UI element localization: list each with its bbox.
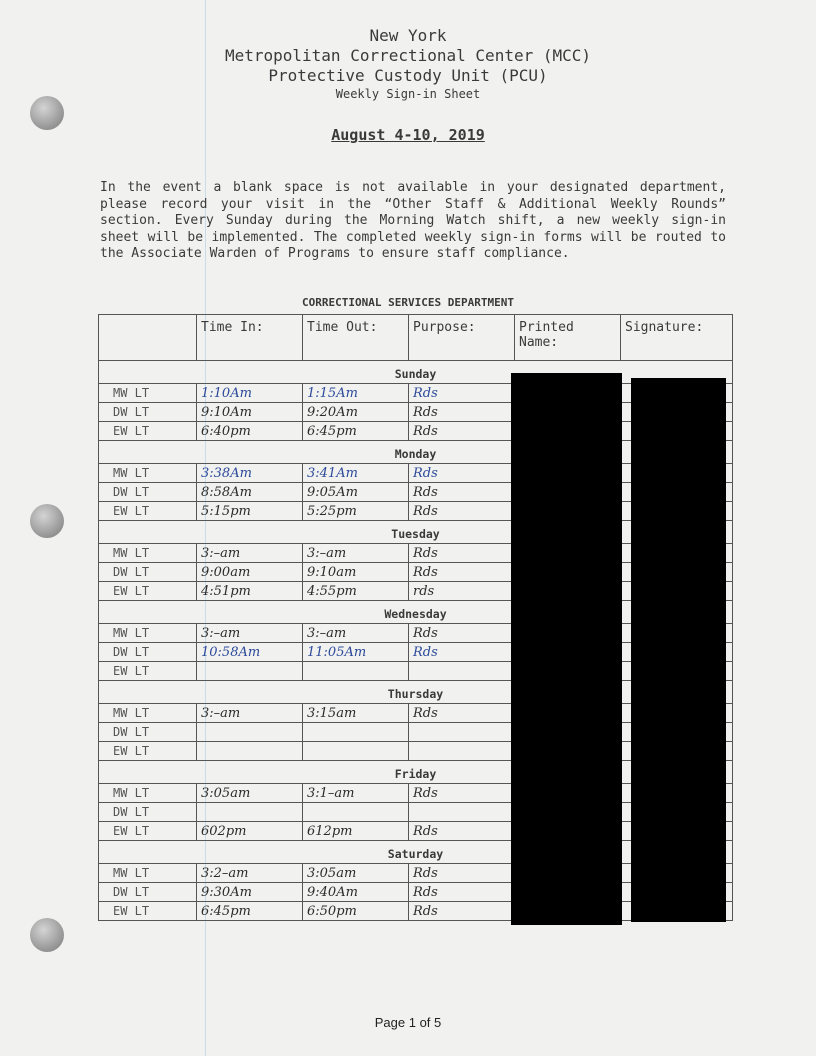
shift-label: MW LT bbox=[99, 464, 197, 483]
day-label: Monday bbox=[99, 441, 733, 464]
time-in: 1:10Am bbox=[197, 384, 303, 403]
shift-label: MW LT bbox=[99, 544, 197, 563]
time-in: 9:10Am bbox=[197, 403, 303, 422]
purpose: Rds bbox=[409, 822, 515, 841]
week-label: August 4-10, 2019 bbox=[331, 126, 485, 144]
punch-hole bbox=[30, 504, 64, 538]
time-in bbox=[197, 662, 303, 681]
shift-label: MW LT bbox=[99, 384, 197, 403]
purpose bbox=[409, 662, 515, 681]
time-in: 5:15pm bbox=[197, 502, 303, 521]
shift-label: MW LT bbox=[99, 704, 197, 723]
time-in: 8:58Am bbox=[197, 483, 303, 502]
purpose: Rds bbox=[409, 563, 515, 582]
header-block bbox=[0, 26, 816, 102]
time-out: 6:50pm bbox=[303, 902, 409, 921]
redaction-printed-name bbox=[511, 373, 622, 925]
column-header: Time Out: bbox=[303, 315, 409, 361]
time-out bbox=[303, 803, 409, 822]
time-out: 3:–am bbox=[303, 544, 409, 563]
time-out: 9:10am bbox=[303, 563, 409, 582]
purpose: Rds bbox=[409, 784, 515, 803]
shift-label: DW LT bbox=[99, 723, 197, 742]
time-out: 1:15Am bbox=[303, 384, 409, 403]
time-out bbox=[303, 723, 409, 742]
purpose: Rds bbox=[409, 643, 515, 662]
column-header bbox=[99, 315, 197, 361]
shift-label: EW LT bbox=[99, 742, 197, 761]
time-in bbox=[197, 742, 303, 761]
time-in: 9:00am bbox=[197, 563, 303, 582]
time-out: 3:15am bbox=[303, 704, 409, 723]
shift-label: EW LT bbox=[99, 502, 197, 521]
time-in: 10:58Am bbox=[197, 643, 303, 662]
purpose: Rds bbox=[409, 624, 515, 643]
time-out: 9:20Am bbox=[303, 403, 409, 422]
purpose: Rds bbox=[409, 502, 515, 521]
time-out: 6:45pm bbox=[303, 422, 409, 441]
header-unit: Protective Custody Unit (PCU) bbox=[268, 66, 548, 85]
punch-hole bbox=[30, 918, 64, 952]
shift-label: EW LT bbox=[99, 582, 197, 601]
purpose: Rds bbox=[409, 483, 515, 502]
header-city: New York bbox=[369, 26, 447, 45]
shift-label: EW LT bbox=[99, 902, 197, 921]
time-out: 11:05Am bbox=[303, 643, 409, 662]
time-in bbox=[197, 803, 303, 822]
time-in: 6:40pm bbox=[197, 422, 303, 441]
purpose: Rds bbox=[409, 403, 515, 422]
purpose: Rds bbox=[409, 544, 515, 563]
purpose: Rds bbox=[409, 902, 515, 921]
shift-label: DW LT bbox=[99, 563, 197, 582]
time-in bbox=[197, 723, 303, 742]
week-label-wrap bbox=[0, 126, 816, 144]
purpose bbox=[409, 803, 515, 822]
column-header: Signature: bbox=[621, 315, 733, 361]
time-in: 9:30Am bbox=[197, 883, 303, 902]
intro-paragraph: In the event a blank space is not available in your designated department, please record your visit in the “Other Staff & Additional Weekly Rounds” section. Every Sunday during the Morning Watch shift, a new weekly sign-in sheet will be implemented. The completed weekly sign-in forms will be routed to the Associate Warden of Programs to ensure staff compliance. bbox=[100, 180, 726, 261]
time-in: 3:2–am bbox=[197, 864, 303, 883]
shift-label: MW LT bbox=[99, 784, 197, 803]
time-out: 9:05Am bbox=[303, 483, 409, 502]
form-title: Weekly Sign-in Sheet bbox=[335, 87, 481, 101]
purpose bbox=[409, 723, 515, 742]
shift-label: EW LT bbox=[99, 662, 197, 681]
shift-label: EW LT bbox=[99, 422, 197, 441]
purpose bbox=[409, 742, 515, 761]
purpose: Rds bbox=[409, 384, 515, 403]
purpose: Rds bbox=[409, 704, 515, 723]
shift-label: DW LT bbox=[99, 643, 197, 662]
day-label: Thursday bbox=[99, 681, 733, 704]
time-out: 9:40Am bbox=[303, 883, 409, 902]
column-header: Purpose: bbox=[409, 315, 515, 361]
shift-label: MW LT bbox=[99, 864, 197, 883]
time-in: 3:05am bbox=[197, 784, 303, 803]
shift-label: DW LT bbox=[99, 403, 197, 422]
purpose: Rds bbox=[409, 464, 515, 483]
time-out: 3:1–am bbox=[303, 784, 409, 803]
time-out: 3:05am bbox=[303, 864, 409, 883]
column-header: Printed Name: bbox=[515, 315, 621, 361]
purpose: rds bbox=[409, 582, 515, 601]
day-label: Wednesday bbox=[99, 601, 733, 624]
day-label: Sunday bbox=[99, 361, 733, 384]
redaction-signature bbox=[631, 378, 726, 922]
time-in: 4:51pm bbox=[197, 582, 303, 601]
header-facility: Metropolitan Correctional Center (MCC) bbox=[224, 46, 592, 65]
table-header-row bbox=[99, 315, 733, 361]
time-in: 3:–am bbox=[197, 624, 303, 643]
time-in: 602pm bbox=[197, 822, 303, 841]
department-title: CORRECTIONAL SERVICES DEPARTMENT bbox=[302, 296, 514, 309]
shift-label: EW LT bbox=[99, 822, 197, 841]
time-in: 3:–am bbox=[197, 544, 303, 563]
time-in: 6:45pm bbox=[197, 902, 303, 921]
time-out bbox=[303, 662, 409, 681]
shift-label: MW LT bbox=[99, 624, 197, 643]
time-out: 3:–am bbox=[303, 624, 409, 643]
time-out: 612pm bbox=[303, 822, 409, 841]
purpose: Rds bbox=[409, 883, 515, 902]
time-out: 5:25pm bbox=[303, 502, 409, 521]
shift-label: DW LT bbox=[99, 883, 197, 902]
day-label: Friday bbox=[99, 761, 733, 784]
page-footer: Page 1 of 5 bbox=[374, 1015, 442, 1030]
time-in: 3:38Am bbox=[197, 464, 303, 483]
time-out: 4:55pm bbox=[303, 582, 409, 601]
shift-label: DW LT bbox=[99, 803, 197, 822]
shift-label: DW LT bbox=[99, 483, 197, 502]
time-out bbox=[303, 742, 409, 761]
column-header: Time In: bbox=[197, 315, 303, 361]
day-label: Tuesday bbox=[99, 521, 733, 544]
time-out: 3:41Am bbox=[303, 464, 409, 483]
time-in: 3:–am bbox=[197, 704, 303, 723]
purpose: Rds bbox=[409, 864, 515, 883]
purpose: Rds bbox=[409, 422, 515, 441]
day-label: Saturday bbox=[99, 841, 733, 864]
